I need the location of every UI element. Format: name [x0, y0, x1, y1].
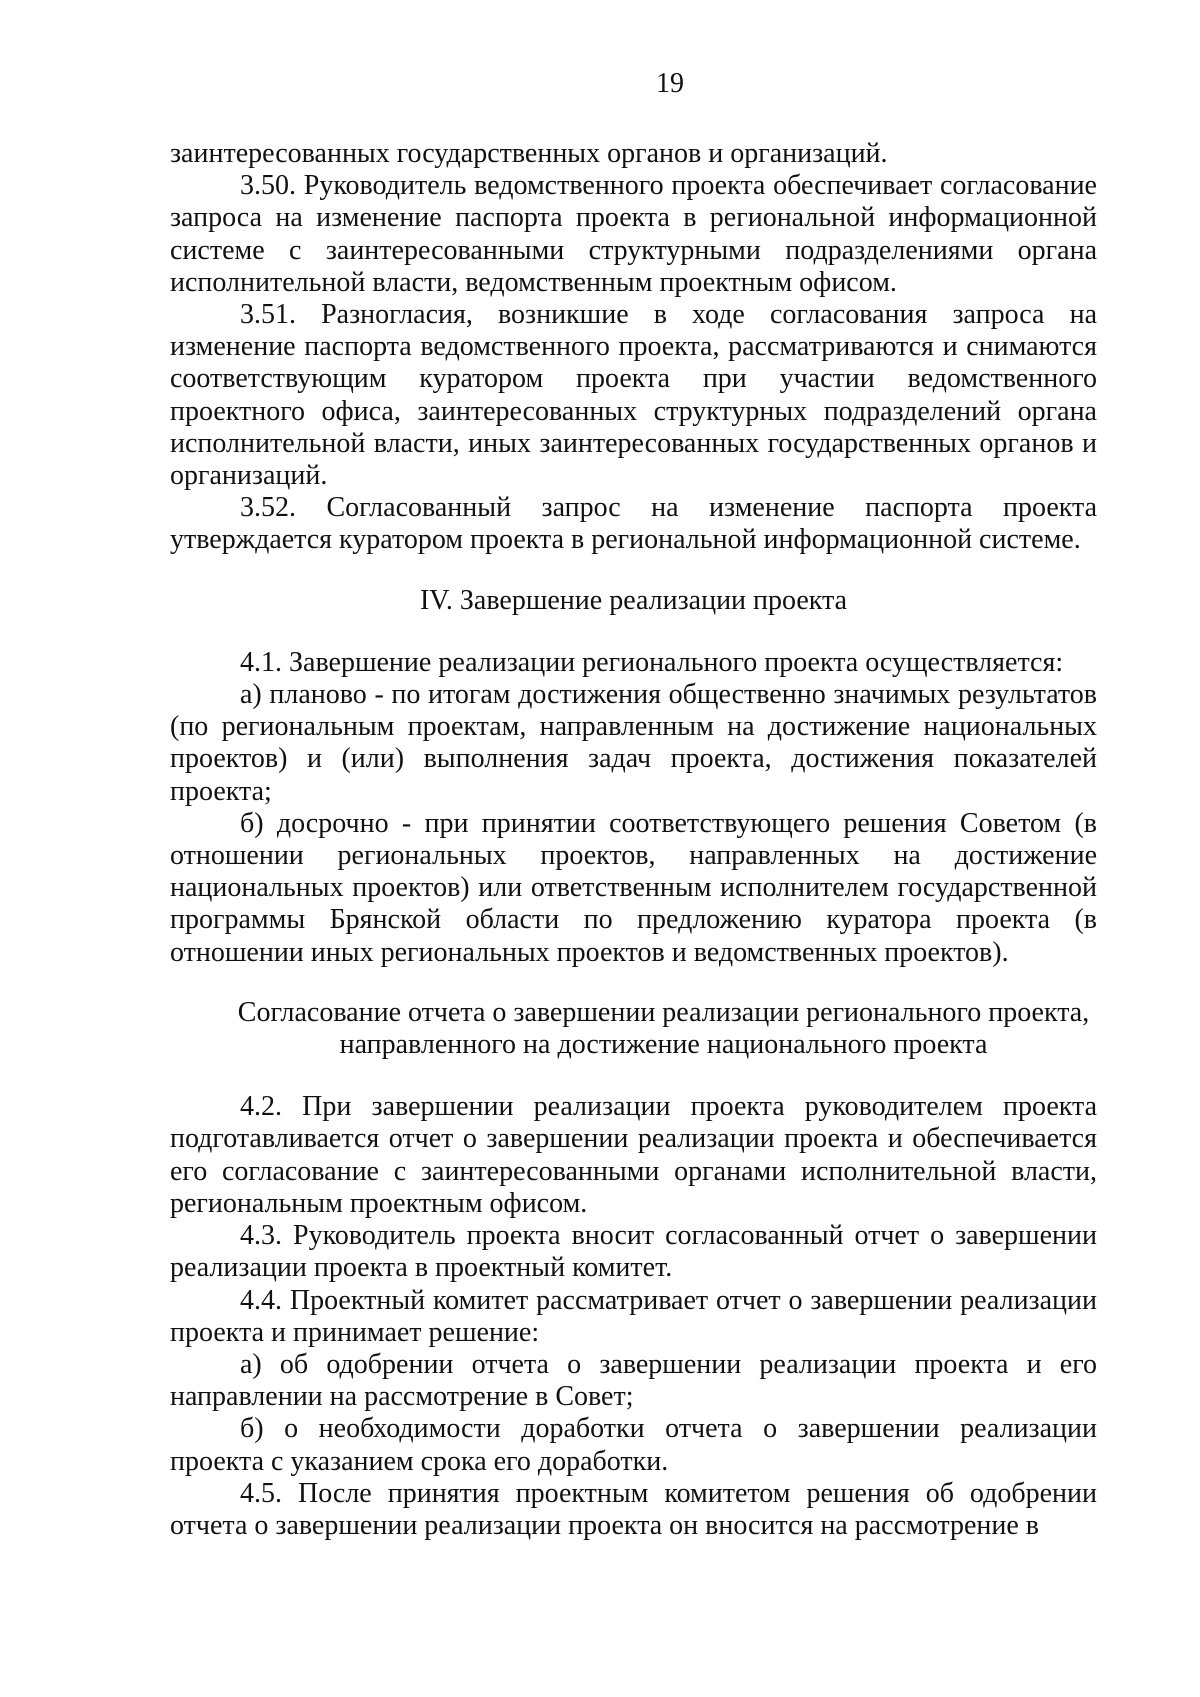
document-body — [170, 138, 1097, 1542]
paragraph-4-1: 4.1. Завершение реализации регионального проекта осуществляется: — [240, 646, 1064, 678]
subheading-line-2: направленного на достижение национального проекта — [339, 1029, 988, 1061]
paragraph-4-4-b: б) о необходимости доработки отчета о завершении реализации проекта с указанием срока его доработки. — [170, 1413, 1097, 1477]
paragraph-4-1-b: б) досрочно - при принятии соответствующего решения Советом (в отношении региональных проектов, направленных на достижение национальных проектов) или ответственным исполнителем государственной программы Брянской области по предложению куратора проекта (в отношении иных региональных проектов и ведомственных проектов). — [170, 807, 1097, 968]
paragraph-4-3: 4.3. Руководитель проекта вносит согласованный отчет о завершении реализации проекта в проектный комитет. — [170, 1220, 1097, 1284]
paragraph-4-4: 4.4. Проектный комитет рассматривает отчет о завершении реализации проекта и принимает решение: — [170, 1284, 1097, 1348]
paragraph-3-51: 3.51. Разногласия, возникшие в ходе согласования запроса на изменение паспорта ведомственного проекта, рассматриваются и снимаются соответствующим куратором проекта при участии ведомственного проектного офиса, заинтересованных структурных подразделений органа исполнительной власти, иных заинтересованных государственных органов и организаций. — [170, 299, 1097, 492]
section-heading: IV. Завершение реализации проекта — [419, 584, 848, 616]
subheading — [170, 997, 1097, 1061]
paragraph-continuation: заинтересованных государственных органов и организаций. — [170, 138, 888, 169]
paragraph-3-52: 3.52. Согласованный запрос на изменение паспорта проекта утверждается куратором проекта в региональной информационной системе. — [170, 492, 1097, 556]
paragraph-4-2: 4.2. При завершении реализации проекта руководителем проекта подготавливается отчет о завершении реализации проекта и обеспечивается его согласование с заинтересованными органами исполнительной власти, региональным проектным офисом. — [170, 1091, 1097, 1219]
paragraph-3-50: 3.50. Руководитель ведомственного проекта обеспечивает согласование запроса на изменение паспорта проекта в региональной информационной системе с заинтересованными структурными подразделениями органа исполнительной власти, ведомственным проектным офисом. — [170, 170, 1097, 298]
subheading-line-1: Согласование отчета о завершении реализации регионального проекта, — [237, 996, 1090, 1028]
paragraph-4-1-a: а) планово - по итогам достижения общественно значимых результатов (по региональным проектам, направленным на достижение национальных проектов) и (или) выполнения задач проекта, достижения показателей проекта; — [170, 679, 1097, 807]
paragraph-4-5: 4.5. После принятия проектным комитетом решения об одобрении отчета о завершении реализации проекта он вносится на рассмотрение в — [170, 1477, 1097, 1541]
page-number: 19 — [656, 68, 684, 99]
paragraph-4-4-a: а) об одобрении отчета о завершении реализации проекта и его направлении на рассмотрение в Совет; — [170, 1348, 1097, 1413]
